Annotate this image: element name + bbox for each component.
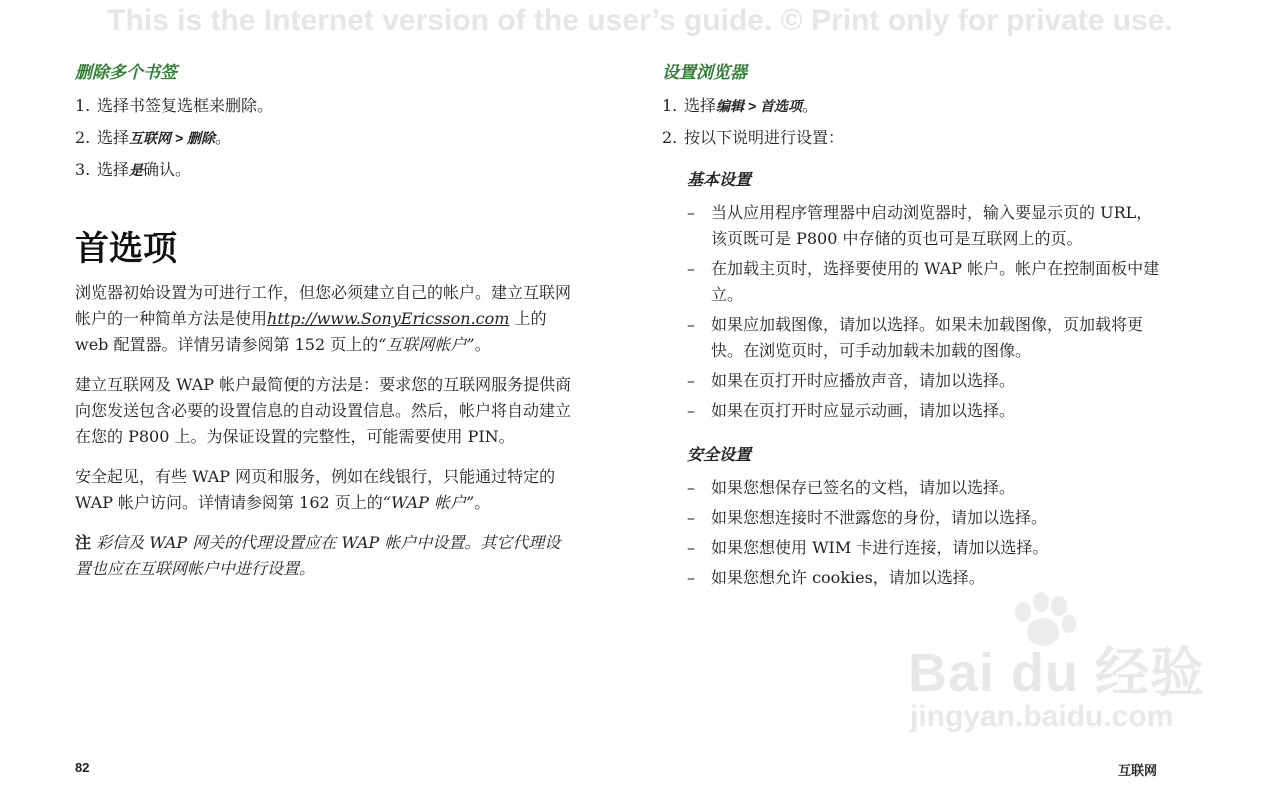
- delete-step-2: 2. 选择互联网 > 删除。: [75, 128, 231, 147]
- baidu-brand-text: Bai du 经验: [908, 643, 1206, 703]
- security-paragraph: 安全起见，有些 WAP 网页和服务，例如在线银行，只能通过特定的 WAP 帐户访问。详情请参阅第 162 页上的“WAP 帐户”。: [75, 467, 556, 512]
- setup-paragraph: 建立互联网及 WAP 帐户最简便的方法是：要求您的互联网服务提供商向您发送包含必要的设置信息的自动设置信息。然后，帐户将自动建立在您的 P800 上。为保证设置的完整性，可能需要使用 PIN。: [75, 375, 572, 446]
- basic-settings-heading: 基本设置: [687, 172, 752, 189]
- delete-step-3: 3. 选择是确认。: [75, 160, 192, 179]
- basic-settings-list: [687, 200, 1162, 424]
- note-label: 注: [75, 533, 92, 552]
- internet-accounts-ref: “互联网帐户”: [378, 335, 475, 354]
- list-item: – 如果应加载图像，请加以选择。如果未加载图像，页加载将更快。在浏览页时，可手动加载未加载的图像。: [687, 315, 1144, 360]
- wap-accounts-ref: “WAP 帐户”: [382, 493, 475, 512]
- list-item: – 如果您想保存已签名的文档，请加以选择。: [687, 478, 1016, 497]
- list-item: – 如果在页打开时应显示动画，请加以选择。: [687, 401, 1016, 420]
- ui-path-edit-preferences: 编辑 > 首选项: [716, 98, 802, 114]
- baidu-jingyan-watermark: [908, 600, 1208, 750]
- print-watermark: This is the Internet version of the user’s guide. © Print only for private use.: [107, 4, 1173, 37]
- baidu-url-text: jingyan.baidu.com: [910, 700, 1174, 733]
- delete-bookmarks-heading: 删除多个书签: [75, 63, 177, 83]
- section-label: 互联网: [1118, 763, 1158, 778]
- security-settings-list: [687, 475, 1162, 591]
- security-settings-heading: 安全设置: [687, 447, 752, 464]
- list-item: – 如果在页打开时应播放声音，请加以选择。: [687, 371, 1016, 390]
- list-item: – 如果您想连接时不泄露您的身份，请加以选择。: [687, 508, 1048, 527]
- browser-settings-heading: 设置浏览器: [662, 63, 747, 83]
- sonyericsson-link[interactable]: http://www.SonyEricsson.com: [267, 309, 510, 328]
- list-item: – 如果您想使用 WIM 卡进行连接，请加以选择。: [687, 538, 1049, 557]
- page-number: 82: [75, 760, 90, 775]
- settings-step-1: 1. 选择编辑 > 首选项。: [662, 96, 818, 115]
- right-column: [662, 58, 1162, 595]
- preferences-title: 首选项: [75, 230, 177, 268]
- list-item: – 当从应用程序管理器中启动浏览器时，输入要显示页的 URL，该页既可是 P800 中存储的页也可是互联网上的页。: [687, 203, 1153, 248]
- ui-path-internet-delete: 互联网 > 删除: [129, 130, 215, 146]
- note-paragraph: 注 彩信及 WAP 网关的代理设置应在 WAP 帐户中设置。其它代理设置也应在互联网帐户中进行设置。: [75, 533, 561, 578]
- settings-step-2: 2. 按以下说明进行设置：: [662, 128, 845, 147]
- left-column: [75, 58, 575, 596]
- ui-yes: 是: [129, 162, 144, 178]
- list-item: – 在加载主页时，选择要使用的 WAP 帐户。帐户在控制面板中建立。: [687, 259, 1160, 304]
- intro-paragraph: 浏览器初始设置为可进行工作，但您必须建立自己的帐户。建立互联网帐户的一种简单方法是使用http://www.SonyEricsson.com 上的 web 配置器。详情另请参阅第 152 页上的“互联网帐户”。: [75, 283, 572, 354]
- list-item: – 如果您想允许 cookies，请加以选择。: [687, 568, 985, 587]
- delete-step-1: 1. 选择书签复选框来删除。: [75, 96, 274, 115]
